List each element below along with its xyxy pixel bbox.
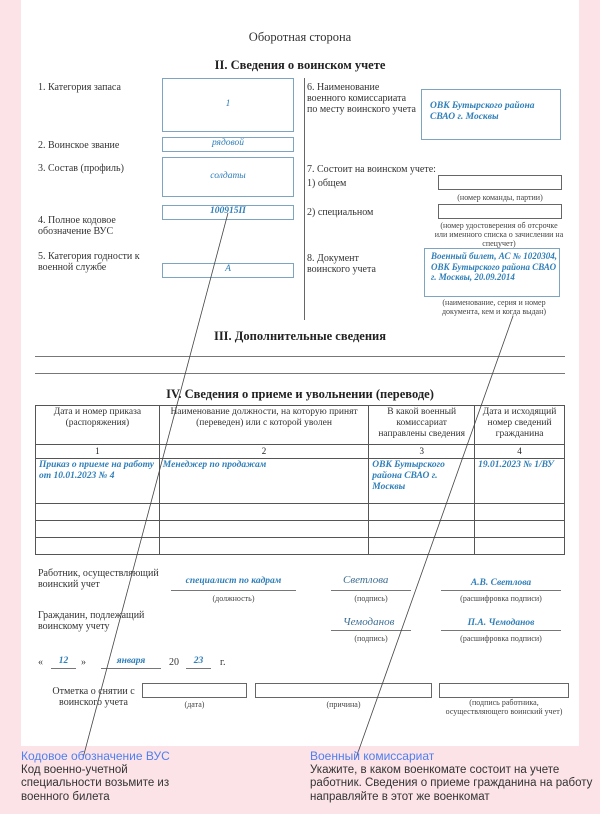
date-year-prefix: 20	[169, 657, 179, 668]
removal-reason-caption: (причина)	[326, 700, 361, 709]
field3-value: солдаты	[210, 171, 246, 181]
commissariat-note-title: Военный комиссариат	[310, 749, 435, 763]
field7-general-label: 1) общем	[307, 178, 347, 189]
worker-signature-image: Светлова	[343, 574, 389, 586]
commissariat-note	[310, 750, 595, 804]
field2-value: рядовой	[211, 138, 245, 148]
field7-special-label: 2) специальном	[307, 207, 374, 218]
field1-label: 1. Категория запаса	[38, 82, 121, 93]
field8-value: Военный билет, АС № 1020304, ОВК Бутырского района СВАО г. Москвы, 20.09.2014	[431, 251, 557, 282]
section4-title: IV. Сведения о приеме и увольнении (переводе)	[166, 387, 434, 401]
worker-name: А.В. Светлова	[470, 578, 532, 588]
vus-note-title: Кодовое обозначение ВУС	[21, 749, 170, 763]
reverse-side-title: Оборотная сторона	[248, 30, 352, 44]
col-header-order: Дата и номер приказа (распоряжения)	[36, 406, 160, 445]
col-number-1: 1	[36, 445, 160, 459]
field3-label: 3. Состав (профиль)	[38, 163, 124, 174]
date-suffix: г.	[220, 657, 226, 668]
worker-position-caption: (должность)	[212, 594, 255, 603]
field4-label: 4. Полное кодовое обозначение ВУС	[38, 215, 116, 237]
worker-name-caption: (расшифровка подписи)	[460, 594, 542, 603]
cell-order: Приказ о приеме на работу от 10.01.2023 № 4	[36, 459, 160, 504]
worker-signature-caption: (подпись)	[354, 594, 388, 603]
field7-special-caption: (номер удостоверения об отсрочке или именного списка о зачислении на спецучет)	[434, 221, 564, 248]
cell-outgoing: 19.01.2023 № 1/ВУ	[475, 459, 565, 504]
removal-label: Отметка о снятии с воинского учета	[52, 686, 135, 708]
section3-title: III. Дополнительные сведения	[213, 329, 387, 343]
citizen-name-caption: (расшифровка подписи)	[460, 634, 542, 643]
worker-label: Работник, осуществляющий воинский учет	[38, 568, 159, 590]
field6-label: 6. Наименование военного комиссариата по месту воинского учета	[307, 82, 416, 115]
vus-callout-line	[83, 213, 228, 758]
cell-position: Менеджер по продажам	[159, 459, 368, 504]
date-year: 23	[193, 656, 204, 666]
field2-label: 2. Воинское звание	[38, 140, 120, 151]
field1-value: 1	[225, 99, 231, 109]
col-number-2: 2	[159, 445, 368, 459]
worker-position: специалист по кадрам	[185, 576, 282, 586]
date-quote-open: «	[38, 657, 43, 668]
cell-commissariat: ОВК Бутырского района СВАО г. Москвы	[369, 459, 475, 504]
citizen-signature-image: Чемоданов	[343, 616, 395, 628]
col-number-3: 3	[369, 445, 475, 459]
field4-value: 100915П	[210, 206, 246, 216]
col-header-outgoing: Дата и исходящий номер сведений гражданина	[475, 406, 565, 445]
commissariat-note-text: Укажите, в каком военкомате состоит на учете работник. Сведения о приеме гражданина на работу направляйте в этот же военкомат	[310, 763, 593, 803]
section2-title: II. Сведения о воинском учете	[214, 58, 386, 72]
field7-general-caption: (номер команды, партии)	[457, 193, 543, 202]
col-header-commissariat: В какой военный комиссариат направлены сведения	[369, 406, 475, 445]
date-month: января	[116, 656, 146, 666]
removal-signature-caption: (подпись работника, осуществляющего воинский учет)	[445, 698, 563, 716]
citizen-name: П.А. Чемоданов	[467, 618, 535, 628]
field5-value: А	[225, 264, 231, 274]
commissariat-callout-line	[356, 316, 513, 758]
vus-note	[21, 750, 211, 804]
citizen-signature-caption: (подпись)	[354, 634, 388, 643]
field8-caption: (наименование, серия и номер документа, кем и когда выдан)	[441, 298, 547, 316]
col-number-4: 4	[475, 445, 565, 459]
date-quote-close: »	[81, 657, 86, 668]
removal-date-caption: (дата)	[184, 700, 205, 709]
col-header-position: Наименование должности, на которую принят (переведен) или с которой уволен	[159, 406, 368, 445]
vus-note-text: Код военно-учетной специальности возьмите из военного билета	[21, 763, 170, 803]
field6-value: ОВК Бутырского района СВАО г. Москвы	[430, 101, 535, 122]
citizen-label: Гражданин, подлежащий воинскому учету	[38, 610, 145, 632]
field7-label: 7. Состоит на воинском учете:	[307, 164, 436, 175]
date-day: 12	[58, 656, 69, 666]
field5-label: 5. Категория годности к военной службе	[38, 251, 140, 273]
field8-label: 8. Документ воинского учета	[307, 253, 376, 275]
